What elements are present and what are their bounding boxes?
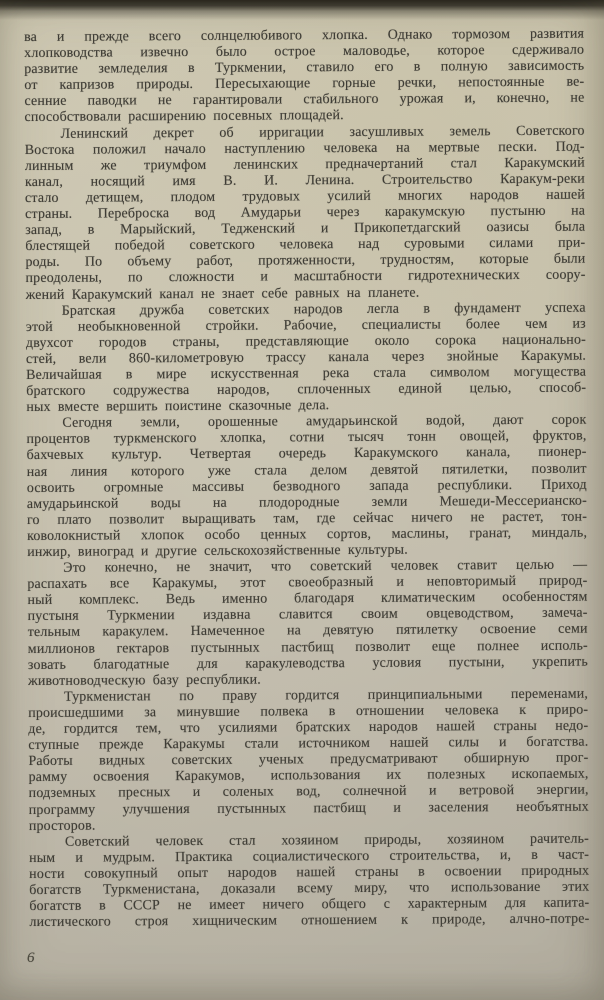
- page-body-text: [24, 27, 589, 932]
- text-line: канал, носящий имя В. И. Ленина. Строительство Каракум-реки: [24, 171, 585, 190]
- text-line: Туркменистан по праву гордится принципиальными переменами,: [64, 686, 589, 705]
- text-line: ная линия которого уже стала делом девятой пятилетки, позволит: [26, 461, 587, 480]
- text-line: Величайшая в мире искусственная река стала символом могущества: [26, 364, 587, 383]
- text-line: способствовали расширению посевных площадей.: [24, 108, 344, 126]
- text-line: ный комплекс. Ведь именно благодаря климатическим особенностям: [27, 589, 588, 609]
- text-line: от капризов природы. Пересыхающие горные речки, непостоянные ве-: [24, 74, 585, 94]
- text-line: коволокнистый хлопок особо ценных сортов, маслины, гранат, миндаль,: [27, 525, 588, 544]
- text-line: жений Каракумский канал не знает себе равных на планете.: [25, 285, 420, 303]
- text-line: Братская дружба советских народов легла в фундамент успеха: [61, 300, 586, 319]
- text-line: богатств Туркменистана, доказали всему миру, что использование этих: [29, 879, 590, 898]
- text-line: ва и прежде всего солнцелюбивого хлопка. Однако тормозом развития: [24, 26, 585, 45]
- text-line: ности совокупный опыт народов нашей страны в освоении природных: [29, 863, 590, 882]
- text-line: стей, вели 860-километровую трассу канала через знойные Каракумы.: [25, 348, 587, 367]
- text-line: листического строя хищническим отношением к природе, алчно-потре-: [29, 911, 590, 931]
- text-line: зовать благодатные для каракулеводства условия пустыни, укрепить: [27, 654, 588, 673]
- text-line: животноводческую базу республики.: [27, 672, 261, 689]
- text-line: линным же триумфом ленинских предначертаний стал Каракумский: [24, 155, 585, 174]
- text-line: бахчевых культур. Четвертая очередь Каракумского канала, пионер-: [26, 445, 587, 464]
- text-line: стало детищем, плодом трудовых усилий многих народов нашей: [24, 187, 586, 206]
- text-line: освоить огромные массивы безводного запада республики. Приход: [26, 477, 587, 496]
- text-line: программу улучшения пустынных пастбищ и заселения необъятных: [28, 799, 589, 818]
- text-line: Востока положил начало наступлению человека на мертвые пески. Под-: [24, 139, 585, 158]
- text-line: братского содружества народов, сплоченных единой целью, способ-: [26, 380, 587, 400]
- text-line: го плато позволит выращивать там, где сейчас ничего не растет, тон-: [26, 509, 588, 528]
- text-line: этой необыкновенной стройки. Рабочие, специалисты более чем из: [25, 316, 586, 335]
- text-line: процентов туркменского хлопка, сотни тысяч тонн овощей, фруктов,: [26, 428, 587, 448]
- text-line: роды. По объему работ, протяженности, трудностям, которые были: [25, 251, 586, 271]
- text-line: Работы видных советских ученых предусматривают обширную прог-: [28, 750, 589, 770]
- text-line: просторов.: [28, 818, 96, 834]
- text-line: Это конечно, не значит, что советский человек ставит целью —: [63, 557, 588, 576]
- text-line: богатств в СССР не имеет ничего общего с характерным для капита-: [29, 895, 590, 915]
- text-line: миллионов гектаров пустынных пастбищ позволит еще полнее исполь-: [27, 638, 588, 657]
- text-line: Сегодня земли, орошенные амударьинской водой, дают сорок: [62, 412, 587, 432]
- text-line: распахать все Каракумы, этот своеобразный и неповторимый природ-: [27, 573, 588, 593]
- text-line: подземных пресных и соленых вод, солнечной и ветровой энергии,: [28, 782, 589, 802]
- scan-top-edge-shadow: [0, 0, 604, 20]
- text-line: пустыня Туркмении издавна славится своим овцеводством, замеча-: [27, 605, 588, 625]
- text-line: сенние паводки не гарантировали стабильного урожая и, конечно, не: [24, 90, 585, 110]
- page-number: 6: [27, 950, 35, 966]
- text-line: блестящей победой советского человека над суровыми силами при-: [25, 235, 586, 255]
- text-line: запад, в Марыйский, Тедженский и Прикопетдагский оазисы была: [25, 219, 586, 239]
- text-line: де, гордится тем, что усилиями братских народов нашей страны недо-: [28, 718, 589, 738]
- text-line: страны. Переброска вод Амударьи через каракумскую пустыню на: [25, 203, 586, 223]
- text-line: Ленинский декрет об ирригации засушливых земель Советского: [60, 123, 585, 142]
- text-line: ных вместе вершить поистине сказочные дела.: [26, 398, 330, 416]
- text-line: амударьинской воды на плодородные земли Мешеди-Мессерианско-: [26, 493, 587, 512]
- text-line: двухсот городов страны, представляющие около сорока национально-: [25, 332, 586, 351]
- text-line: преодолены, по сложности и масштабности гидротехнических соору-: [25, 267, 586, 287]
- text-line: тельным каракулем. Намеченное на девятую пятилетку освоение семи: [27, 622, 588, 641]
- text-line: инжир, виноград и другие сельскохозяйственные культуры.: [27, 542, 408, 560]
- text-line: хлопководства извечно было острое маловодье, которое сдерживало: [24, 42, 585, 62]
- text-line: происшедшими за минувшие полвека в отношении человека к приро-: [28, 702, 589, 721]
- text-line: развитие земледелия в Туркмении, ставило его в полную зависимость: [24, 58, 585, 78]
- text-line: ным и мудрым. Практика социалистического строительства, и, в част-: [29, 847, 590, 866]
- text-line: ступные прежде Каракумы стали источником нашей силы и богатства.: [28, 734, 589, 754]
- text-line: Советский человек стал хозяином природы, хозяином рачитель-: [64, 831, 589, 850]
- text-line: рамму освоения Каракумов, использования их полезных ископаемых,: [28, 766, 589, 786]
